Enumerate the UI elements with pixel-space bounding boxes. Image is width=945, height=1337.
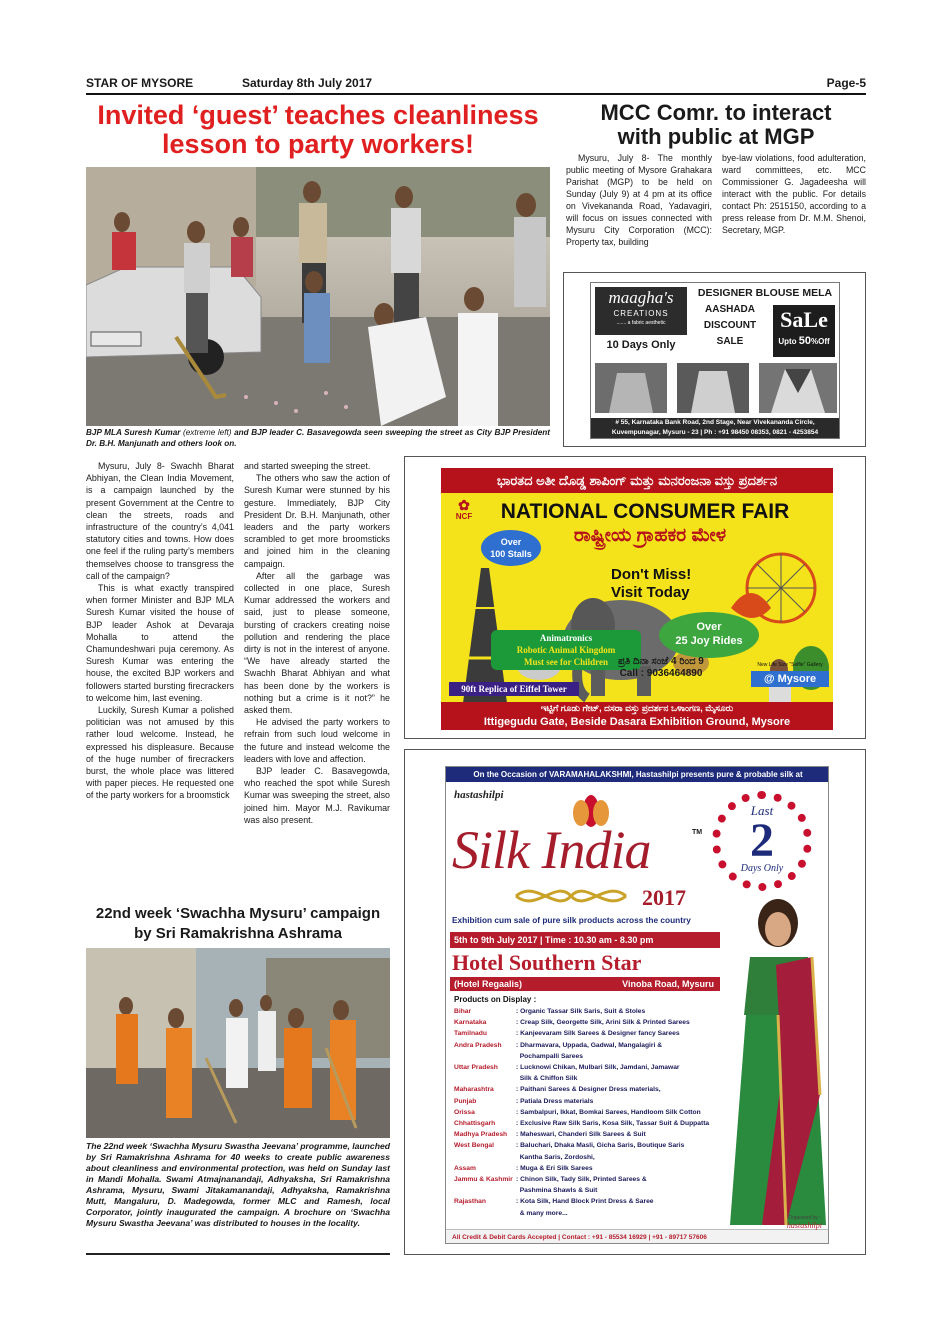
organiser-name: hastashilpi: [786, 1221, 822, 1230]
blouse-mela-title: [691, 287, 839, 300]
product-row: [454, 1129, 724, 1140]
fair-phone: Call : 9036464890: [619, 668, 703, 679]
product-row: [454, 1006, 724, 1017]
joy-line: 25 Joy Rides: [675, 635, 743, 647]
product-state: Tamilnadu: [454, 1030, 487, 1038]
caption-part: BJP MLA Suresh Kumar: [86, 428, 181, 437]
hotel-sub-bar: [450, 977, 720, 991]
brand-tagline: ....... a fabric aesthetic: [616, 320, 666, 326]
product-row: [454, 1163, 724, 1174]
dont-miss-line: Don't Miss!: [611, 566, 692, 583]
paragraph: bye-law violations, food adulteration, ward committees, etc. MCC Commissioner G. Jagadeesha will interact with the public. For details contact Ph: 2515150, according to a press release from Dr. M.M. Shenoi, Secretary, MGP.: [722, 153, 866, 235]
product-row: [454, 1040, 724, 1051]
off-text: %Off: [811, 337, 830, 346]
product-row: [454, 1073, 724, 1084]
address-line: Kuvempunagar, Mysuru - 23 | Ph : +91 98450 08353, 0821 - 4253854: [611, 429, 819, 436]
timing-block: [601, 656, 721, 680]
product-state: Bihar: [454, 1008, 472, 1015]
product-state: Karnataka: [454, 1019, 487, 1027]
product-row: [454, 1017, 724, 1028]
venue-banner: [441, 702, 833, 730]
bottom-rule: [86, 1253, 390, 1255]
consumer-fair-ad: [404, 456, 866, 739]
silk-india-title: Silk India: [452, 820, 651, 880]
mcc-headline-line2: with public at MGP: [617, 124, 815, 149]
product-state: Assam: [454, 1164, 476, 1172]
product-state: [454, 1185, 516, 1196]
paragraph: After all the garbage was collected in one place, Suresh Kumar addressed the workers and said, just to please someone, bursting of crackers creating noise pollution and rendering the place dirty is not in the interest of anyone. “We have already started the Swachh Bharat Abhiyan and what has been done by the workers is nothing but a crime is it not?” he asked them.: [244, 570, 390, 716]
publication-name: STAR OF MYSORE: [86, 76, 194, 90]
paragraph: and started sweeping the street.: [244, 461, 371, 471]
caption-part: and BJP leader C. Basavegowda seen sweeping the street as City BJP President Dr. B.H. Manjunath and others look on.: [86, 428, 550, 448]
paragraph: The others who saw the action of Suresh Kumar were stunned by his gesture. Immediately, BJP City President Dr. B.H. Manjunath, other leaders and the party workers scrambled to get more broomsticks and joined him in the cleaning campaign.: [244, 473, 390, 569]
product-items: : Patiala Dress materials: [516, 1097, 594, 1105]
product-items: : Sambalpuri, Ikkat, Bomkai Sarees, Handloom Silk Cotton: [516, 1108, 701, 1116]
product-items: : Creap Silk, Georgette Silk, Arini Silk & Printed Sarees: [516, 1019, 690, 1027]
product-state: Punjab: [454, 1097, 477, 1105]
page-number: Page-5: [826, 76, 866, 90]
ncf-logo-text: NCF: [455, 512, 473, 521]
address-line: # 55, Karnataka Bank Road, 2nd Stage, Near Vivekananda Circle,: [615, 419, 815, 426]
hastashilpi-logo: hastashilpi: [454, 789, 504, 801]
main-story-column-1: [86, 460, 234, 802]
maagha-logo: [595, 287, 687, 335]
product-items: : Muga & Eri Silk Sarees: [516, 1164, 593, 1172]
blouse-mela-ad: [563, 272, 866, 447]
products-label: Products on Display :: [454, 995, 537, 1004]
fair-kannada-banner: ಭಾರತದ ಅತೀ ದೊಡ್ಡ ಶಾಪಿಂಗ್ ಮತ್ತು ಮನರಂಜನಾ ವಸ್ತು ಪ್ರದರ್ಶನ: [441, 468, 833, 493]
main-story-photo: [86, 167, 550, 426]
hotel-name: Hotel Southern Star: [452, 950, 642, 975]
silk-year: 2017: [642, 885, 686, 910]
brand-sub: CREATIONS: [613, 309, 669, 318]
silk-dates: 5th to 9th July 2017 | Time : 10.30 am - 8.30 pm: [450, 932, 720, 948]
main-headline-line2: lesson to party workers!: [161, 129, 475, 159]
days-only: Days Only: [740, 863, 784, 874]
infinity-swirl: [506, 879, 636, 913]
product-state: Orissa: [454, 1108, 475, 1116]
product-row: [454, 1196, 724, 1207]
product-row: [454, 1185, 724, 1196]
ashrama-headline-line2: by Sri Ramakrishna Ashrama: [134, 925, 342, 942]
discount-sale-text: [691, 302, 769, 350]
product-row: [454, 1152, 724, 1163]
products-list: [454, 1006, 724, 1219]
joy-rides-badge: [659, 612, 759, 658]
product-state: [454, 1208, 516, 1219]
product-items: : Maheswari, Chanderi Silk Sarees & Suit: [516, 1131, 646, 1139]
upto-text: Upto: [778, 337, 797, 346]
silk-footer: [446, 1229, 829, 1244]
blouse-photos: [595, 363, 837, 413]
main-story-column-2: [244, 460, 390, 826]
product-items: : Kanjeevaram Silk Sarees & Designer fancy Sarees: [516, 1030, 680, 1038]
paragraph: Mysuru, July 8- Swachh Bharat Abhiyan, the Clean India Movement, is a campaign launched by the present Government at the Centre to clean the streets, roads and infrastructure of the country’s 4,041 statutory cities and towns. How does one feel if the ruling party’s members themselves choose to transgress the call of the campaign?: [86, 461, 234, 581]
selfie-gallery: [751, 662, 829, 687]
sale-badge: [773, 305, 835, 357]
product-state: [454, 1051, 516, 1062]
ashrama-photo: [86, 948, 390, 1138]
fair-title: NATIONAL CONSUMER FAIR: [500, 500, 790, 523]
main-headline-line1: Invited ‘guest’ teaches cleanliness: [97, 100, 539, 130]
silk-ad-inner: [445, 766, 829, 1244]
header-rule: [86, 93, 866, 95]
blouse-ad-address: [591, 418, 839, 438]
masthead: [86, 76, 866, 92]
ncf-logo-mark: ✿: [458, 497, 470, 513]
hotel-sub: (Hotel Regaalis): [454, 979, 523, 989]
product-row: [454, 1028, 724, 1039]
product-state: [454, 1152, 516, 1163]
product-items: : Exclusive Raw Silk Saris, Kosa Silk, Tassar Suit & Duppatta: [516, 1120, 710, 1128]
product-state: West Bengal: [454, 1142, 495, 1150]
silk-contact: All Credit & Debit Cards Accepted | Contact : +91 - 85534 16929 | +91 - 89717 57606: [452, 1234, 707, 1241]
paragraph: BJP leader C. Basavegowda, who reached the spot while Suresh Kumar was sweeping the street, also joined him. Mayor M.J. Ravikumar was also present.: [244, 766, 390, 825]
product-row: [454, 1051, 724, 1062]
title-line: DESIGNER BLOUSE MELA: [697, 287, 833, 299]
last-two-days-badge: [712, 791, 812, 891]
mcc-headline-line1: MCC Comr. to interact: [600, 100, 832, 125]
product-row: [454, 1096, 724, 1107]
robotic-line: Robotic Animal Kingdom: [516, 645, 616, 655]
organised-by: [787, 1215, 822, 1230]
product-row: [454, 1140, 724, 1151]
product-items: Silk & Chiffon Silk: [516, 1075, 578, 1083]
at-mysore: @ Mysore: [751, 671, 829, 687]
last-word: Last: [750, 803, 774, 818]
product-state: [454, 1073, 516, 1084]
mcc-column-1: [566, 152, 712, 248]
ashrama-photo-caption: The 22nd week ‘Swachha Mysuru Swastha Jeevana’ programme, launched by Sri Ramakrishna Ashrama for 40 weeks to create public awareness about cleanliness and environmental protection, was held on Sunday last in Mandi Mohalla. Swami Atmajnanandaji, Adhyaksha, Sri Ramakrishna Ashrama, Mysuru, Swami Jitakamanandaji, Adhyaksha, Ramakrishna Mutt, Mangaluru, D. Madegowda, former MLC and Ramesh, local Corporator, jointly inaugurated the campaign. A brochure on ‘Swachha Mysuru Swastha Jeevana’ was distributed to houses in the locality.: [86, 1141, 390, 1228]
issue-date: Saturday 8th July 2017: [242, 76, 373, 90]
product-row: [454, 1174, 724, 1185]
paragraph: This is what exactly transpired when former Minister and BJP MLA Suresh Kumar visited the house of BJP leader Ashok at Devaraja Mohalla to attend the Chamundeshwari puja ceremony. As Suresh Kumar was entering the house, the excited BJP workers and followers started bursting firecrackers to welcome him, last evening.: [86, 583, 234, 703]
title-line: AASHADA: [705, 304, 755, 315]
ten-days-only: 10 Days Only: [606, 339, 676, 351]
animatronics-line: Animatronics: [539, 633, 593, 643]
saree-model-figure: [716, 895, 829, 1225]
two-digit: 2: [750, 814, 774, 867]
venue-english: Ittigegudu Gate, Beside Dasara Exhibition Ground, Mysore: [483, 716, 791, 728]
product-items: & many more...: [516, 1209, 568, 1217]
selfie-text: New Life Size "Selfie" Gallery: [757, 662, 823, 668]
visit-today-line: Visit Today: [611, 584, 690, 601]
eiffel-label: 90ft Replica of Eiffel Tower: [449, 682, 579, 696]
trademark: TM: [692, 829, 703, 836]
product-items: Kantha Saris, Zordoshi,: [516, 1153, 595, 1161]
title-line: SALE: [716, 336, 744, 347]
caption-part: (extreme left): [180, 428, 235, 437]
mcc-headline: [566, 101, 866, 149]
product-items: : Kota Silk, Hand Block Print Dress & Saree: [516, 1198, 654, 1206]
ashrama-headline-line1: 22nd week ‘Swachha Mysuru’ campaign: [95, 905, 381, 922]
product-items: : Dharmavara, Uppada, Gadwal, Mangalagiri &: [516, 1041, 663, 1049]
sale-word: SaLe: [780, 307, 828, 332]
discount-percent: 50: [798, 335, 812, 347]
stalls-line: 100 Stalls: [490, 549, 532, 559]
must-see-line: Must see for Children: [524, 657, 608, 667]
timing-kannada: ಪ್ರತಿ ದಿನಾ ಸಂಜೆ 4 ರಿಂದ 9: [618, 656, 704, 667]
product-row: [454, 1107, 724, 1118]
product-items: : Paithani Sarees & Designer Dress materials,: [516, 1086, 661, 1094]
stalls-line: Over: [500, 537, 522, 547]
organised-label: Organised by :: [788, 1215, 821, 1221]
product-row: [454, 1118, 724, 1129]
product-state: Madhya Pradesh: [454, 1131, 508, 1139]
silk-india-ad: [404, 749, 866, 1255]
main-headline: [86, 101, 550, 159]
main-photo-caption: [86, 428, 550, 449]
product-items: : Lucknowi Chikan, Mulbari Silk, Jamdani, Jamawar: [516, 1064, 680, 1072]
paragraph: He advised the party workers to refrain from such loud welcome in the future and instead welcome the leaders with love and affection.: [244, 717, 390, 764]
title-line: DISCOUNT: [703, 320, 757, 331]
ashrama-headline: [86, 904, 390, 944]
ncf-logo: [449, 498, 479, 521]
venue-kannada: ಇಟ್ಟಿಗೆ ಗೂಡು ಗೇಟ್, ದಸರಾ ವಸ್ತು ಪ್ರದರ್ಶನ ಒಳಾಂಗಣ, ಮೈಸೂರು: [540, 703, 734, 713]
joy-line: Over: [696, 621, 722, 633]
product-state: Rajasthan: [454, 1198, 486, 1206]
stalls-badge: [481, 530, 541, 566]
product-row: [454, 1208, 724, 1219]
paragraph: Mysuru, July 8- The monthly public meeting of Mysore Grahakara Parishat (MGP) to be held on Sunday (July 9) at 4 pm at its office on Vivekananda Road, Yadavagiri, will focus on issues connected with Mysuru City Corporation (MCC): Property tax, building: [566, 153, 712, 247]
product-state: Maharashtra: [454, 1086, 494, 1094]
product-items: Pochampalli Sarees: [516, 1052, 583, 1060]
product-row: [454, 1084, 724, 1095]
product-items: Pashmina Shawls & Suit: [516, 1187, 598, 1195]
blouse-ad-inner: [590, 282, 840, 439]
product-state: Andra Pradesh: [454, 1041, 502, 1049]
fair-ad-inner: [441, 468, 833, 730]
product-row: [454, 1062, 724, 1073]
product-items: : Chinon Silk, Tady Silk, Printed Sarees &: [516, 1176, 647, 1184]
product-state: Chhattisgarh: [454, 1120, 496, 1128]
mcc-column-2: [722, 152, 866, 236]
silk-top-line: On the Occasion of VARAMAHALAKSHMI, Hastashilpi presents pure & probable silk at: [446, 767, 829, 782]
product-state: Jammu & Kashmir: [454, 1176, 513, 1184]
product-items: : Organic Tassar Silk Saris, Suit & Stoles: [516, 1008, 646, 1015]
hotel-road: Vinoba Road, Mysuru: [622, 979, 714, 989]
product-state: Uttar Pradesh: [454, 1064, 498, 1072]
product-items: : Baluchari, Dhaka Masli, Gicha Saris, Boutique Saris: [516, 1142, 685, 1150]
fair-kannada-title: ರಾಷ್ಟ್ರೀಯ ಗ್ರಾಹಕರ ಮೇಳ: [573, 525, 727, 546]
brand-name: maagha's: [608, 288, 674, 307]
exhibition-line: Exhibition cum sale of pure silk products across the country: [452, 915, 691, 925]
paragraph: Luckily, Suresh Kumar a polished politician was not amused by this rather loud welcome. Instead, he expressed his displeasure. Because of the huge number of firecrackers burst, the whole place was littered with paper pieces. He requested one of the party workers for a broomstick: [86, 705, 234, 801]
dont-miss-text: [611, 566, 751, 602]
